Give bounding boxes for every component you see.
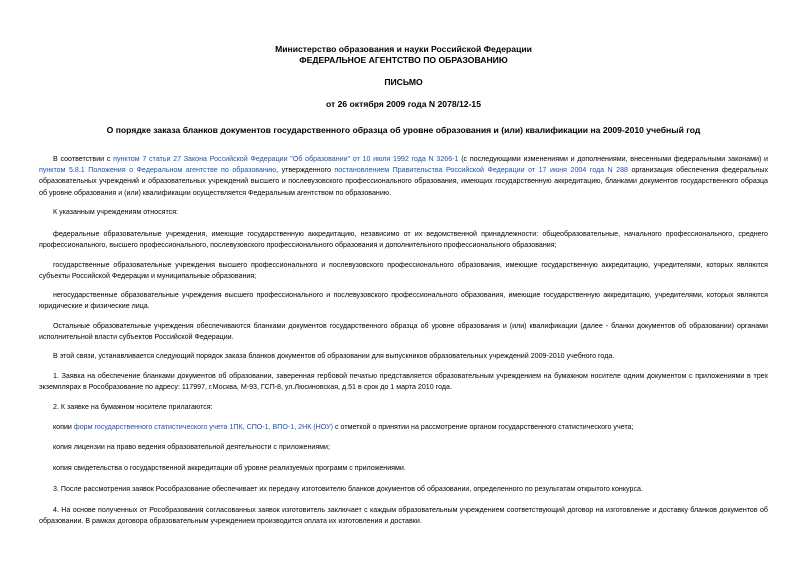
document-date-number: от 26 октября 2009 года N 2078/12-15 — [325, 99, 481, 109]
paragraph-13: 3. После рассмотрения заявок Рособразование обеспечивает их передачу изготовителю бланков документов об образовании, определенного по результатам открытого конкурса. — [53, 485, 643, 493]
paragraph-2: К указанным учреждениям относятся: — [53, 208, 179, 216]
agency-name: ФЕДЕРАЛЬНОЕ АГЕНТСТВО ПО ОБРАЗОВАНИЮ — [299, 55, 508, 65]
paragraph-3: федеральные образовательные учреждения, имеющие государственную аккредитацию, независимо от их ведомственной принадлежности: общеобразовательные, начального профессионального, среднего профессионального, высшего профессионального, послевузовского профессионального образования и дополнительного профессионального образования; — [39, 230, 768, 250]
text: (с последующими изменениями и дополнениями, внесенными федеральными законами) и — [458, 155, 769, 163]
text: с отметкой о принятии на рассмотрение органом государственного статистического учета; — [333, 423, 634, 431]
paragraph-5: негосударственные образовательные учреждения высшего профессионального и послевузовского профессионального образования, имеющие государственную аккредитацию, учредителями, которых являются юридические и физические лица. — [39, 291, 768, 311]
text: , утвержденного — [276, 166, 335, 175]
paragraph-6: Остальные образовательные учреждения обеспечиваются бланками документов государственного образца об уровне образования и (или) квалификации (далее - бланки документов об образовании) органами исполнительной власти субъектов Российской Федерации. — [39, 322, 768, 342]
statistical-forms-link[interactable]: форм государственного статистического учета 1ПК, СПО-1, ВПО-1, 2НК (НОУ) — [73, 423, 334, 431]
paragraph-7: В этой связи, устанавливается следующий порядок заказа бланков документов об образовании для выпускников образовательных учреждений 2009-2010 учебного года. — [53, 352, 615, 360]
paragraph-4: государственные образовательные учреждения высшего профессионального и послевузовского профессионального образования, имеющие государственную аккредитацию, учредителями, которых являются субъекты Российской Федерации и муниципальные образования; — [39, 261, 768, 281]
paragraph-11: копия лицензии на право ведения образовательной деятельности с приложениями; — [53, 443, 330, 451]
text: В соответствии с — [53, 155, 114, 163]
paragraph-8: 1. Заявка на обеспечение бланками документов об образовании, заверенная гербовой печатью представляется образовательным учреждением на бумажном носителе одним документом с приложениями в трех экземплярах в Рособразование по адресу: 117997, г.Москва, М-93, ГСП-8, ул.Люсиновская, д.51 в срок до 1 марта 2010 года. — [39, 372, 768, 392]
paragraph-14: 4. На основе полученных от Рособразования согласованных заявок изготовитель заключает с каждым образовательным учреждением соответствующий договор на изготовление и доставку бланков документов об образовании. В рамках договора образовательным учреждением производится оплата их изготовления и доставки. — [39, 506, 768, 526]
paragraph-10 — [39, 422, 768, 433]
document-title: О порядке заказа бланков документов государственного образца об уровне образования и (или) квалификации на 2009-2010 учебный год — [106, 125, 701, 135]
paragraph-12: копия свидетельства о государственной аккредитации об уровне реализуемых программ с приложениями. — [53, 464, 406, 472]
text: копии — [53, 423, 74, 431]
document-type: ПИСЬМО — [384, 77, 423, 87]
text: организация обеспечения федеральных образовательных учреждений и образовательных учреждений высшего и послевузовского профессионального образования, имеющих государственную аккредитацию, бланками документов государственного образца об уровне образования и (или) квалификации осуществляется Федеральным агентством по образованию. — [39, 166, 768, 197]
paragraph-9: 2. К заявке на бумажном носителе прилагаются: — [53, 403, 213, 411]
paragraph-1 — [39, 154, 768, 199]
law-link[interactable]: пунктом 7 статьи 27 Закона Российской Федерации "Об образовании" от 10 июля 1992 года N 3266-1 — [113, 155, 459, 163]
resolution-link[interactable]: постановлением Правительства Российской Федерации от 17 июня 2004 года N 288 — [334, 166, 628, 175]
regulation-link[interactable]: пунктом 5.8.1 Положения о Федеральном агентстве по образованию — [39, 166, 277, 175]
ministry-name: Министерство образования и науки Российской Федерации — [275, 44, 532, 54]
